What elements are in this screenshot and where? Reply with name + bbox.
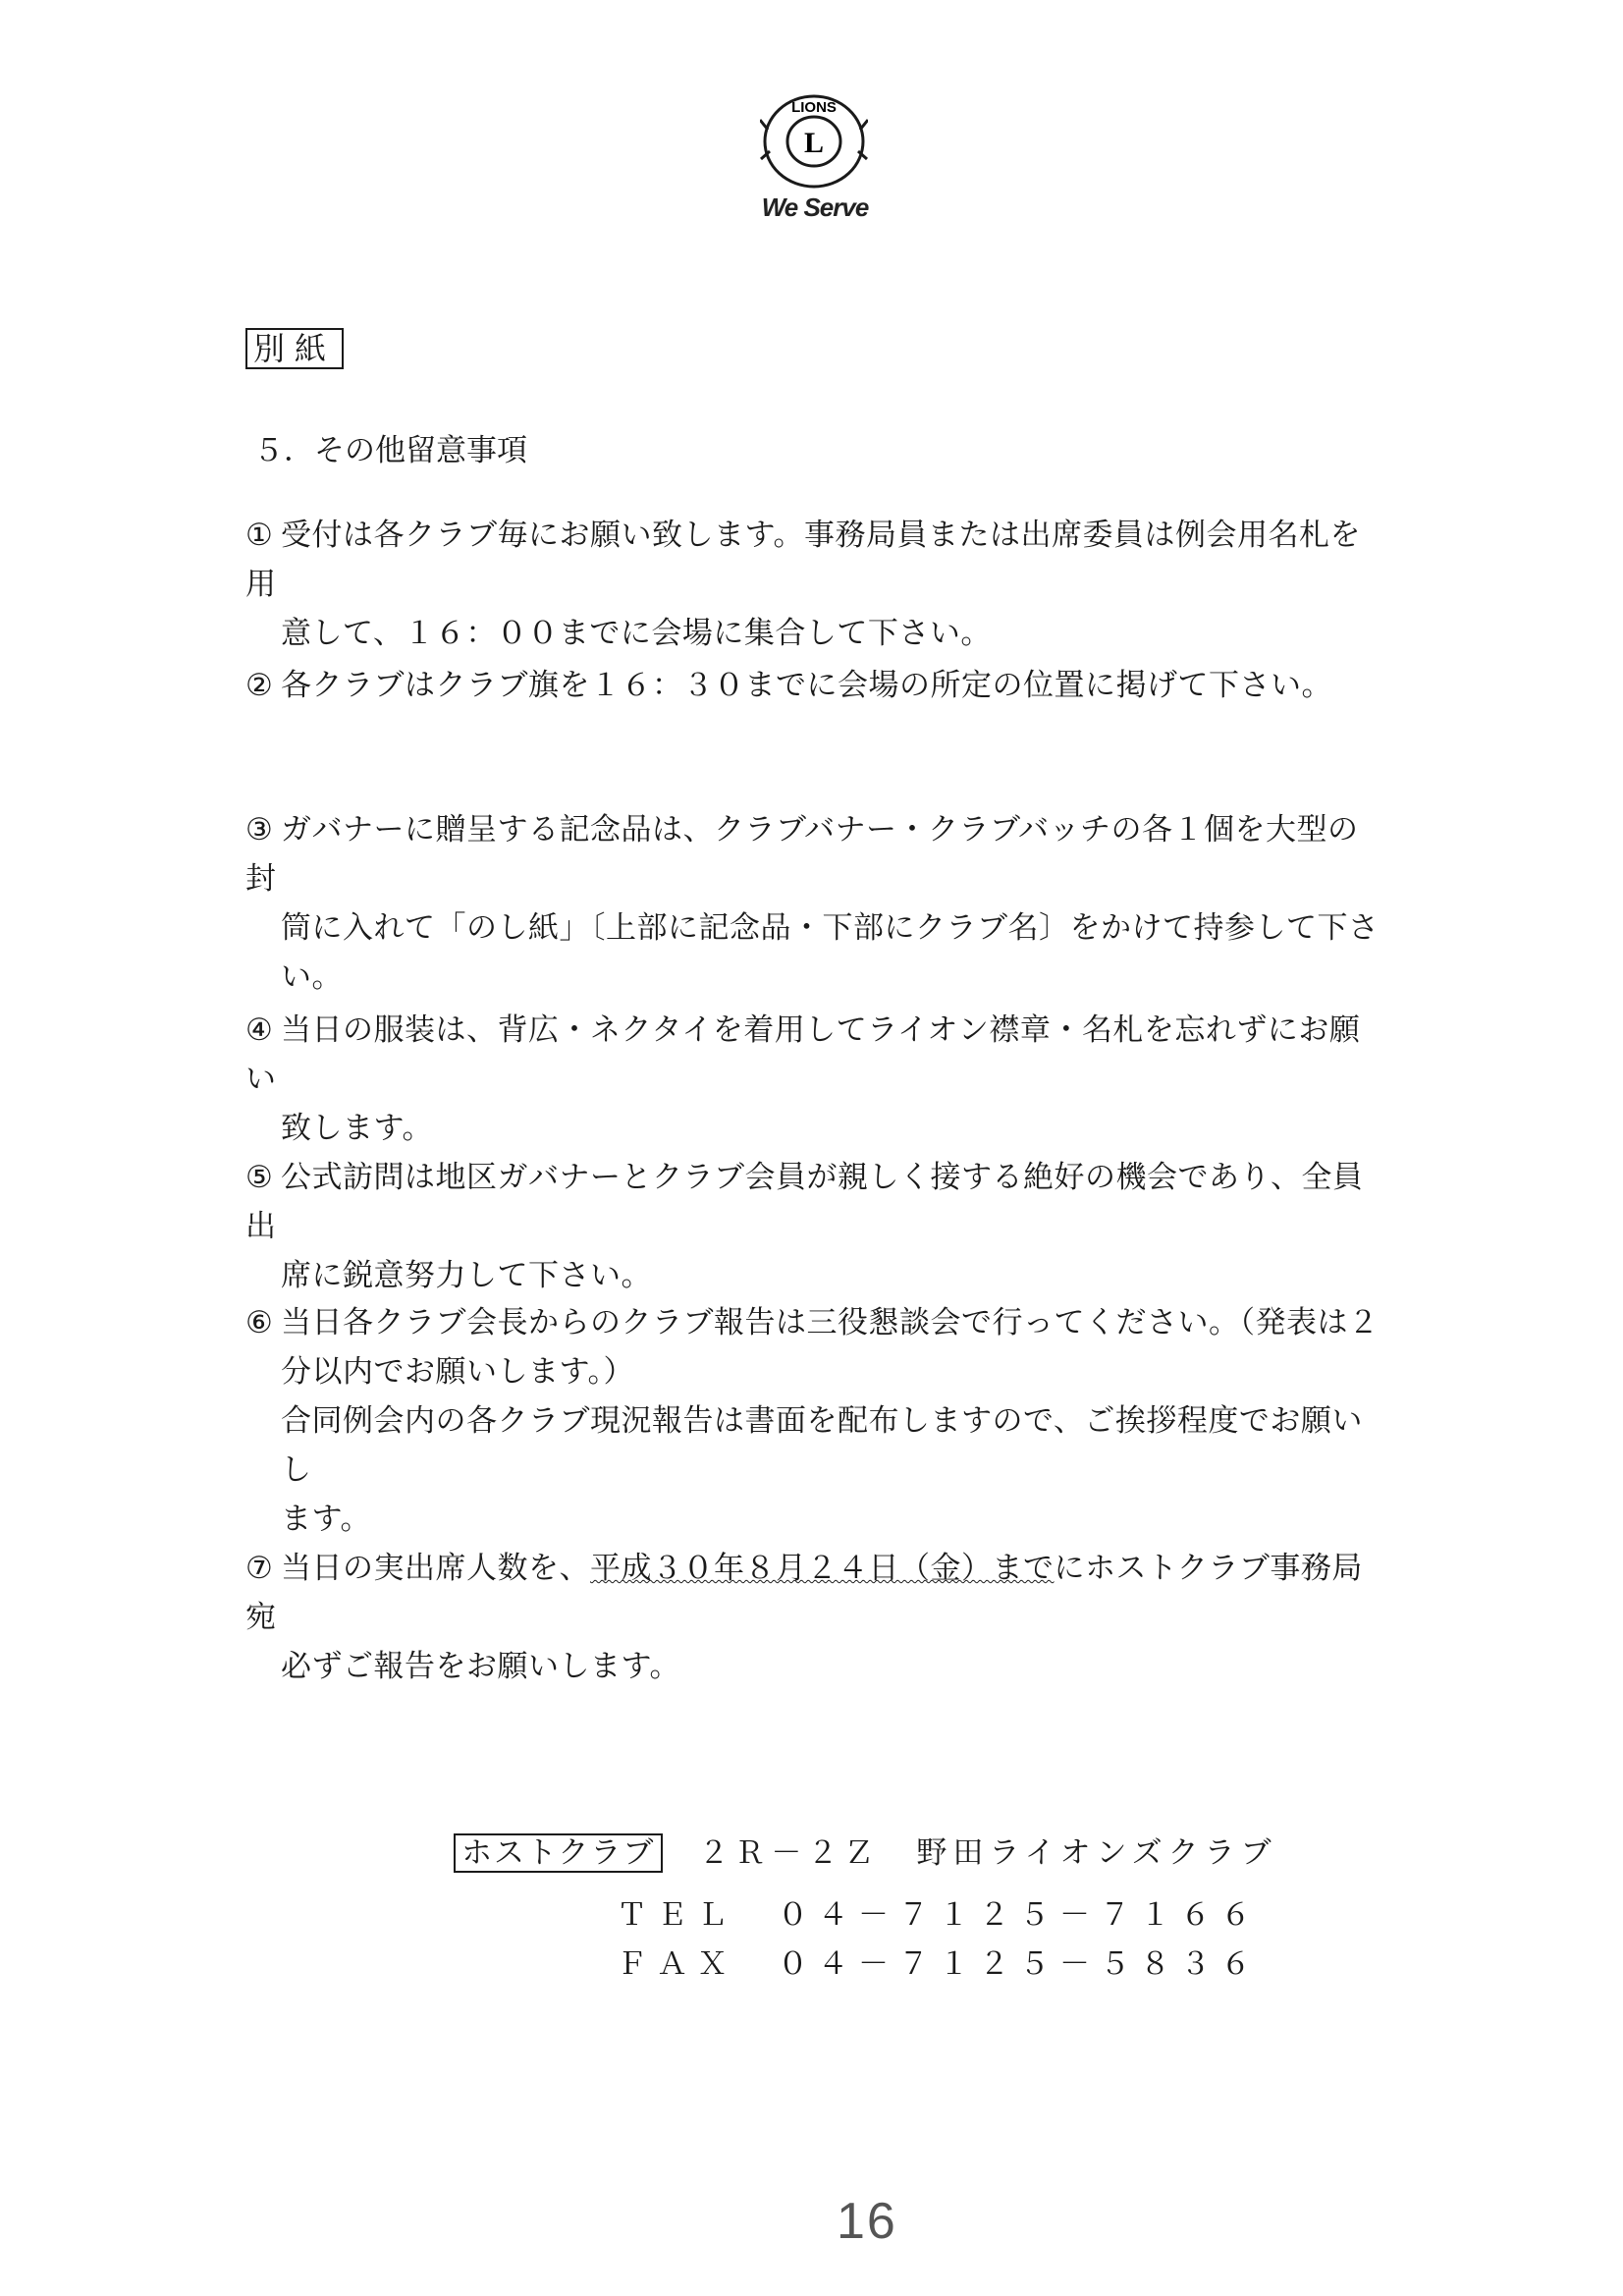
list-item (245, 1006, 1384, 1153)
host-club-name: ２Ｒ－２Ｚ 野田ライオンズクラブ (698, 1835, 1277, 1871)
host-club-label: ホストクラブ (454, 1833, 663, 1873)
item-number: ③ (245, 812, 274, 847)
item-number: ② (245, 668, 274, 703)
deadline-underlined: 平成３０年８月２４日（金）まで (590, 1551, 1055, 1586)
item-line: ます。 (281, 1502, 372, 1537)
item-line: 意して、１６：００までに会場に集合して下さい。 (281, 616, 992, 651)
list-item (245, 511, 1384, 658)
host-fax: ＦＡＸ ０４－７１２５－５８３６ (617, 1946, 1261, 1982)
item-line: 席に鋭意努力して下さい。 (281, 1258, 652, 1293)
item-line: ガバナーに贈呈する記念品は、クラブバナー・クラブバッチの各１個を大型の封 (245, 812, 1359, 897)
item-line: 当日の服装は、背広・ネクタイを着用してライオン襟章・名札を忘れずにお願い (245, 1012, 1361, 1097)
item-line-pre: 当日の実出席人数を、 (281, 1551, 590, 1586)
list-item (245, 1544, 1384, 1691)
item-line: い。 (281, 959, 343, 995)
item-number: ⑥ (245, 1305, 274, 1340)
item-number: ④ (245, 1012, 274, 1048)
item-line-post: にホストクラブ事務局宛 (245, 1551, 1363, 1635)
item-line: 受付は各クラブ毎にお願い致します。事務局員または出席委員は例会用名札を用 (245, 518, 1362, 602)
lions-emblem-icon (760, 90, 868, 192)
item-line: 公式訪問は地区ガバナーとクラブ会員が親しく接する絶好の機会であり、全員出 (245, 1160, 1364, 1244)
host-tel: ＴＥＬ ０４－７１２５－７１６６ (617, 1897, 1261, 1933)
item-line: 必ずご報告をお願いします。 (281, 1649, 681, 1684)
item-line: 致します。 (281, 1111, 434, 1146)
logo-letter: L (803, 127, 825, 159)
list-item (245, 661, 1384, 710)
item-line: 合同例会内の各クラブ現況報告は書面を配布しますので、ご挨拶程度でお願いし (281, 1403, 1363, 1488)
section-title: ５．その他留意事項 (253, 433, 527, 468)
logo-ring-text: LIONS (791, 99, 837, 116)
item-number: ⑤ (245, 1160, 274, 1195)
page-number: 16 (837, 2193, 897, 2250)
item-number: ① (245, 518, 274, 553)
attachment-label (245, 328, 344, 369)
list-item (245, 1153, 1384, 1300)
item-line: 各クラブはクラブ旗を１６：３０までに会場の所定の位置に掲げて下さい。 (281, 668, 1332, 703)
item-line: 分以内でお願いします。） (281, 1354, 635, 1390)
item-number: ⑦ (245, 1551, 274, 1586)
lions-logo (750, 90, 878, 192)
list-item (245, 805, 1384, 1002)
list-item (245, 1298, 1384, 1544)
host-club-block (454, 1829, 1277, 1878)
attachment-label-text: 別紙 (245, 328, 344, 369)
motto: We Serve (761, 192, 869, 222)
item-line: 筒に入れて「のし紙」〔上部に記念品・下部にクラブ名〕をかけて持参して下さ (281, 910, 1380, 946)
item-line: 当日各クラブ会長からのクラブ報告は三役懇談会で行ってください。（発表は２ (281, 1305, 1380, 1340)
